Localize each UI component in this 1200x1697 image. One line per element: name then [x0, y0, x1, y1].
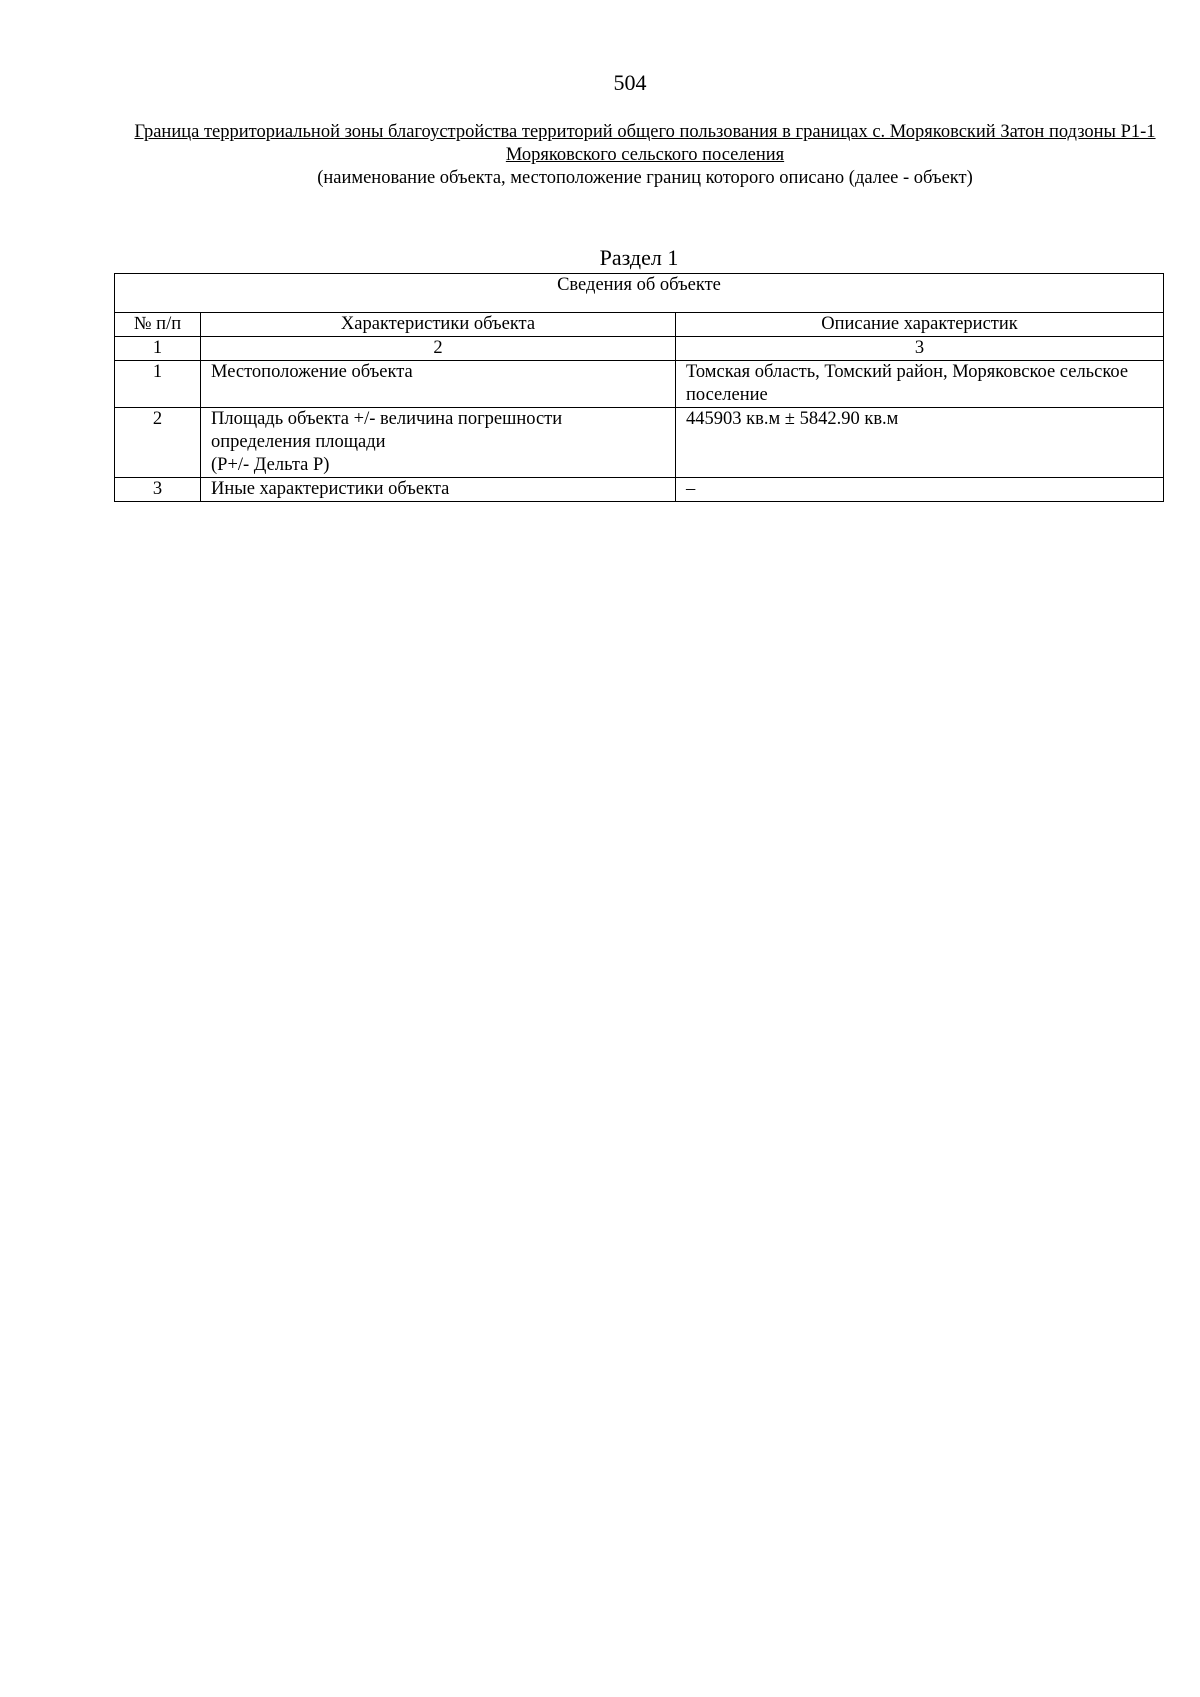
object-info-table	[114, 273, 1164, 502]
row-characteristic: Иные характеристики объекта	[201, 478, 676, 502]
header-description: Описание характеристик	[676, 313, 1164, 337]
column-number-2: 2	[201, 337, 676, 361]
table-row	[115, 361, 1164, 408]
section-title: Раздел 1	[599, 245, 679, 270]
row-characteristic-line: определения площади	[211, 432, 386, 452]
column-number-row	[115, 337, 1164, 361]
row-characteristic-line: (Р+/- Дельта Р)	[211, 455, 330, 475]
header-number: № п/п	[115, 313, 201, 337]
row-description: 445903 кв.м ± 5842.90 кв.м	[676, 408, 1164, 478]
object-title: Граница территориальной зоны благоустройства территорий общего пользования в границах с. Моряковский Затон подзоны Р1-1 Моряковского сельского поселения	[134, 122, 1156, 165]
table-header-row	[115, 313, 1164, 337]
column-number-1: 1	[115, 337, 201, 361]
table-row	[115, 478, 1164, 502]
row-characteristic-line: Площадь объекта +/- величина погрешности	[211, 409, 563, 429]
table-caption: Сведения об объекте	[115, 274, 1164, 313]
header-characteristic: Характеристики объекта	[201, 313, 676, 337]
column-number-3: 3	[676, 337, 1164, 361]
row-number: 3	[115, 478, 201, 502]
row-characteristic	[201, 408, 676, 478]
table-row	[115, 408, 1164, 478]
page-number: 504	[613, 70, 647, 95]
row-description: –	[676, 478, 1164, 502]
row-number: 2	[115, 408, 201, 478]
object-caption: (наименование объекта, местоположение границ которого описано (далее - объект)	[317, 168, 973, 188]
table-caption-row	[115, 274, 1164, 313]
row-description: Томская область, Томский район, Моряковское сельское поселение	[676, 361, 1164, 408]
row-characteristic: Местоположение объекта	[201, 361, 676, 408]
row-number: 1	[115, 361, 201, 408]
